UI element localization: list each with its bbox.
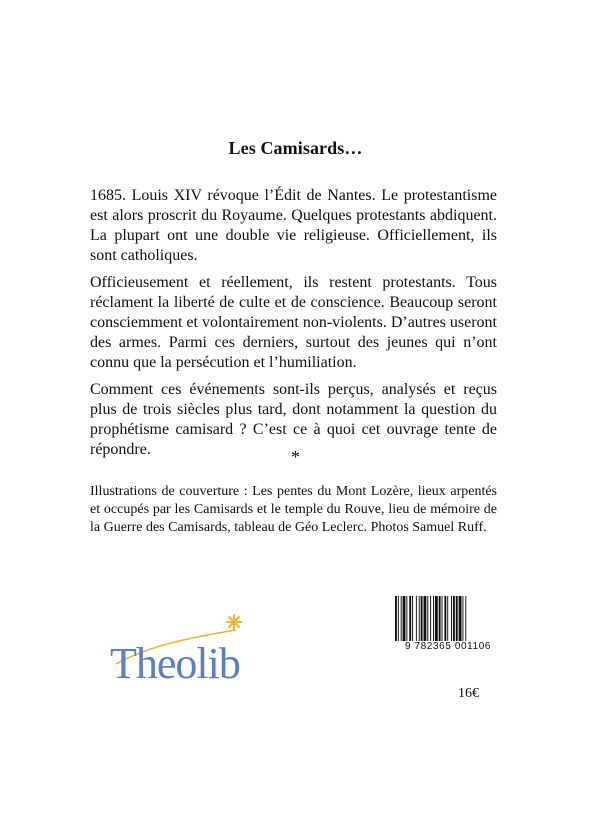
- separator-asterisk: *: [291, 447, 300, 467]
- barcode-bar: [451, 596, 452, 642]
- paragraph-intro: 1685. Louis XIV révoque l’Édit de Nantes. Le protestantisme est alors proscrit du Royaume. Quelques protestants abdiquent. La plupart ont une double vie religieuse. Officiellement, ils sont catholiques.: [90, 187, 497, 264]
- paragraph-resistance: Officieusement et réellement, ils restent protestants. Tous réclament la liberté de culte et de conscience. Beaucoup seront consciemment et volontairement non-violents. D’autres useront des armes. Parmi ces derniers, surtout des jeunes qui n’ont connu que la persécution et l’humiliation.: [90, 274, 497, 371]
- book-title: Les Camisards…: [228, 138, 363, 158]
- barcode-bar: [409, 596, 411, 642]
- barcode-bar: [447, 596, 448, 642]
- barcode-bar: [459, 596, 462, 642]
- barcode-bar: [403, 596, 406, 642]
- paragraph-question: Comment ces événements sont-ils perçus, analysés et reçus plus de trois siècles plus tard, dont notamment la question du prophétisme camisard ? C’est ce à quoi cet ouvrage tente de répondre.: [90, 381, 497, 458]
- barcode-bar: [416, 596, 417, 642]
- barcode-bar: [439, 596, 441, 642]
- theolib-logo: [108, 614, 268, 694]
- barcode-bar: [421, 596, 423, 642]
- barcode-bar: [412, 596, 413, 642]
- barcode-bar: [462, 596, 463, 642]
- logo-wordmark: Theolib: [110, 639, 240, 688]
- cover-illustration-caption: Illustrations de couverture : Les pentes du Mont Lozère, lieux arpentés et occupés par les Camisards et le temple du Rouve, lieu de mémoire de la Guerre des Camisards, tableau de Géo Leclerc. Photos Samuel Ruff.: [90, 484, 497, 535]
- barcode-bar: [433, 596, 434, 642]
- isbn-number: 9 782365 001106: [393, 641, 503, 653]
- price-label: 16€: [458, 686, 479, 701]
- barcode-bar: [456, 596, 458, 642]
- barcode-bar: [444, 596, 446, 642]
- barcode-bar: [424, 596, 427, 642]
- logo-star-icon: [227, 615, 241, 629]
- barcode-bar: [419, 596, 420, 642]
- barcode-bar: [442, 596, 443, 642]
- barcode-bar: [401, 596, 402, 642]
- barcode-bar: [427, 596, 428, 642]
- barcode-bar: [453, 596, 455, 642]
- barcode-bar: [435, 596, 438, 642]
- barcode-bar: [406, 596, 407, 642]
